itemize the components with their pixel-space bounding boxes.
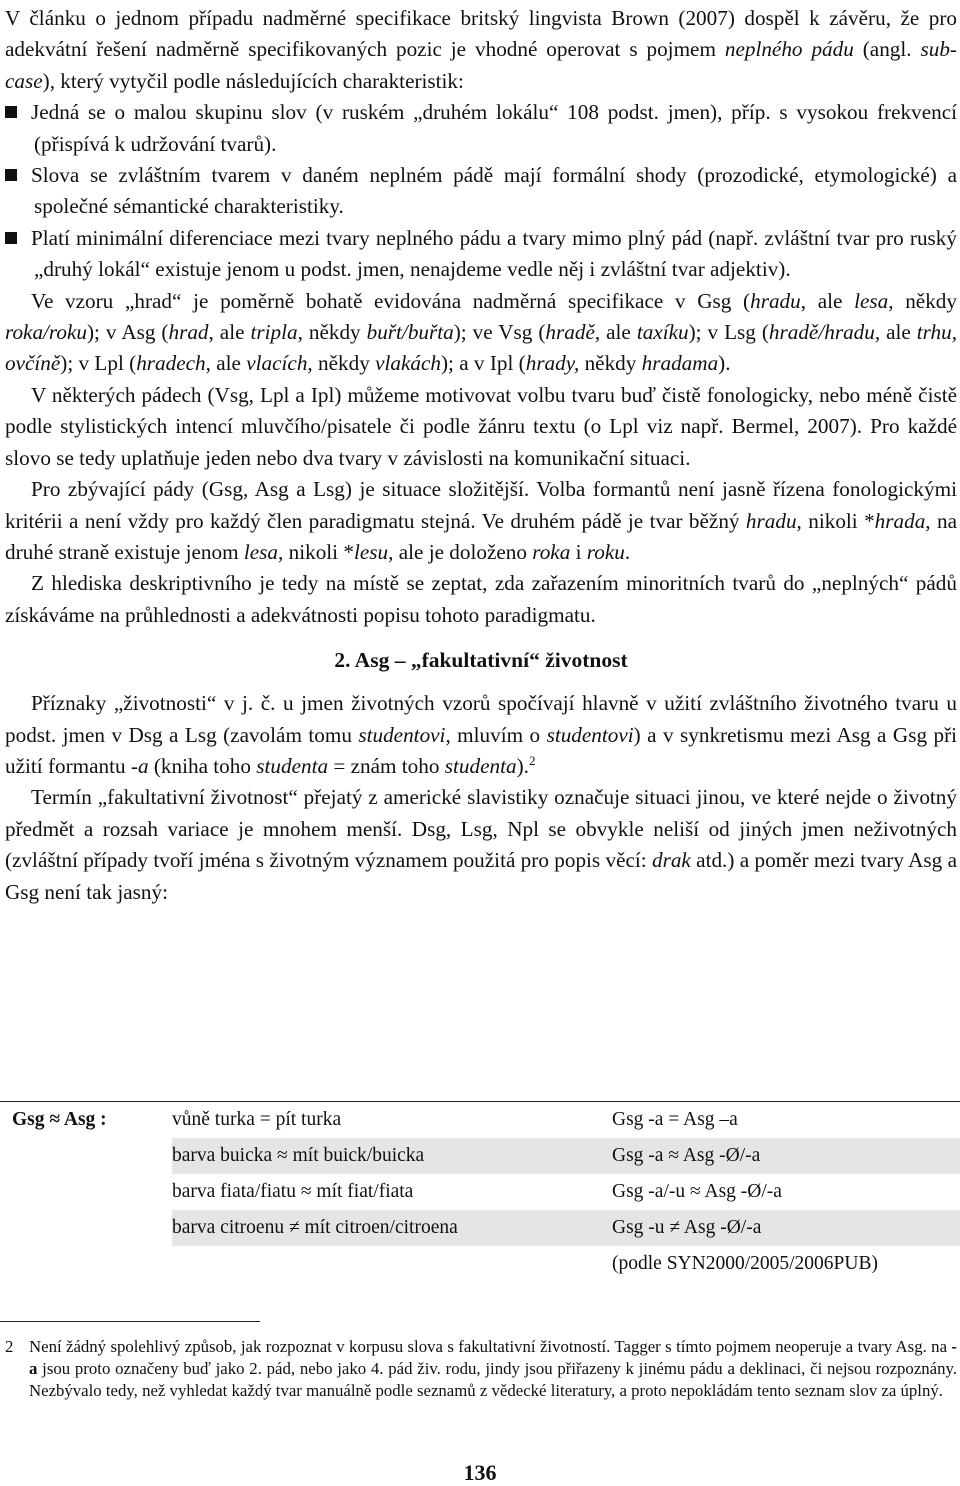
paragraph-facultative: Termín „fakultativní životnost“ přejatý z americké slavistiky označuje situaci jinou, ve které nejde o životný předmět a rozsah variace je mnohem menší. Dsg, Lsg, Npl se obvykle neliší od jiných jmen neživotných (zvláštní případy tvoří jména s životným významem použitá pro popis věcí: drak atd.) a poměr mezi tvary Asg a Gsg není tak jasný: — [5, 785, 957, 904]
form-cell: Gsg -a/-u ≈ Asg -Ø/-a — [612, 1181, 782, 1202]
table-row — [0, 1102, 960, 1139]
table-row — [0, 1210, 960, 1246]
footnote-text: Není žádný spolehlivý způsob, jak rozpoznat v korpusu slova s fakultativní životností. Tagger s tímto pojmem neoperuje a tvary Asg. na -a jsou proto označeny buď jako 2. pád, nebo jako 4. pád živ. rodu, jindy jsou přiřazeny k jinému pádu a deklinaci, či nejsou rozpoznány. Nezbývalo tedy, než vyhledat každý tvar manuálně podle seznamů z vědecké literatury, a proto nepokládám tento seznam slov za úplný. — [29, 1337, 957, 1400]
example-cell: barva citroenu ≠ mít citroen/citroena — [172, 1210, 612, 1246]
bullet-item: Jedná se o malou skupinu slov (v ruském „druhém lokálu“ 108 podst. jmen), příp. s vysokou frekvencí (přispívá k udržování tvarů). — [5, 97, 957, 160]
paragraph-hrad-pattern: Ve vzoru „hrad“ je poměrně bohatě evidována nadměrná specifikace v Gsg (hradu, ale lesa, někdy roka/roku); v Asg (hrad, ale tripla, někdy buřt/buřta); ve Vsg (hradě, ale taxíku); v Lsg (hradě/hradu, ale trhu, ovčíně); v Lpl (hradech, ale vlacích, někdy vlakách); a v Ipl (hrady, někdy hradama). — [5, 288, 958, 376]
section-heading: 2. Asg – „fakultativní“ životnost — [334, 648, 628, 673]
example-cell: barva buicka ≈ mít buick/buicka — [172, 1138, 612, 1174]
body-text — [5, 3, 957, 908]
table-row — [0, 1174, 960, 1210]
footnote-divider — [0, 1321, 260, 1322]
paragraph-animacy: Příznaky „životnosti“ v j. č. u jmen životných vzorů spočívají hlavně v užití zvláštního životného tvaru u podst. jmen v Dsg a Lsg (zavolám tomu studentovi, mluvím o studentovi) a v synkretismu mezi Asg a Gsg při užití formantu -a (kniha toho studenta = znám toho studenta).$^2$ — [5, 691, 958, 778]
bullet-item: Slova se zvláštním tvarem v daném neplném pádě mají formální shody (prozodické, etymologické) a společné sémantické charakteristiky. — [5, 160, 957, 223]
forms-table — [0, 1101, 960, 1282]
bullet-square-icon — [5, 106, 17, 118]
table-row — [0, 1138, 960, 1174]
example-cell: vůně turka = pít turka — [172, 1109, 342, 1130]
page-number: 136 — [463, 1460, 497, 1485]
table-header-cell: Gsg ≈ Asg : — [12, 1109, 107, 1130]
bullet-square-icon — [5, 232, 17, 244]
bullet-square-icon — [5, 169, 17, 181]
example-cell: barva fiata/fiatu ≈ mít fiat/fiata — [172, 1181, 414, 1202]
table-source-note: (podle SYN2000/2005/2006PUB) — [612, 1253, 878, 1274]
footnote-number: 2 — [5, 1337, 14, 1356]
footnote — [5, 1336, 957, 1401]
paragraph-question: Z hlediska deskriptivního je tedy na místě se zeptat, zda zařazením minoritních tvarů do „neplných“ pádů získáváme na průhlednosti a adekvátnosti popisu tohoto paradigmatu. — [5, 571, 957, 627]
form-cell: Gsg -a = Asg –a — [612, 1109, 738, 1130]
paragraph-remaining-cases: Pro zbývající pády (Gsg, Asg a Lsg) je situace složitější. Volba formantů není jasně řízena fonologickými kritérii a není vždy pro každý člen paradigmatu stejná. Ve druhém pádě je tvar běžný hradu, nikoli *hrada, na druhé straně existuje jenom lesa, nikoli *lesu, ale je doloženo roka i roku. — [5, 477, 957, 564]
form-cell: Gsg -u ≠ Asg -Ø/-a — [612, 1210, 960, 1246]
paragraph-phonology: V některých pádech (Vsg, Lpl a Ipl) můžeme motivovat volbu tvaru buď čistě fonologicky, nebo méně čistě podle stylistických intencí mluvčího/pisatele či podle žánru textu (o Lpl viz např. Bermel, 2007). Pro každé slovo se tedy uplatňuje jeden nebo dva tvary v závislosti na komunikační situaci. — [5, 382, 957, 470]
intro-paragraph: V článku o jednom případu nadměrné specifikace britský lingvista Brown (2007) dospěl k závěru, že pro adekvátní řešení nadměrně specifikovaných pozic je vhodné operovat s pojmem neplného pádu (angl. sub-case), který vytyčil podle následujících charakteristik: — [5, 6, 957, 93]
table-row — [0, 1246, 960, 1282]
footnote-reference[interactable]: 2 — [528, 752, 536, 768]
bullet-item: Platí minimální diferenciace mezi tvary neplného pádu a tvary mimo plný pád (např. zvláštní tvar pro ruský „druhý lokál“ existuje jenom u podst. jmen, nenajdeme vedle něj i zvláštní tvar adjektiv). — [5, 223, 957, 286]
form-cell: Gsg -a ≈ Asg -Ø/-a — [612, 1138, 960, 1174]
